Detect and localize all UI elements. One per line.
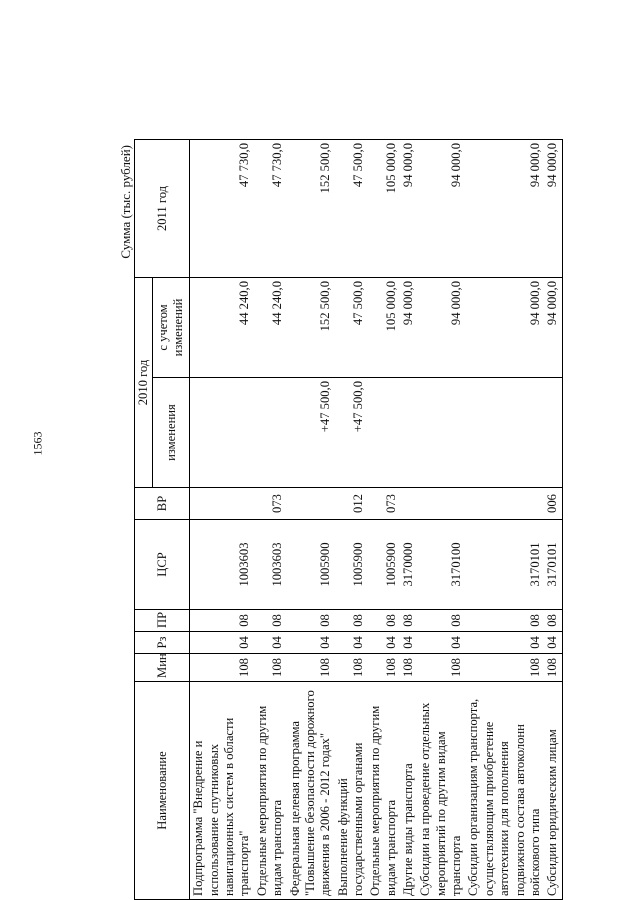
cell-name: Другие виды транспорта: [400, 682, 417, 900]
cell-pr: 08: [544, 610, 562, 632]
col-header-2011: 2011 год: [135, 140, 190, 278]
cell-csr: 3170101: [544, 520, 562, 610]
col-header-name: Наименование: [135, 682, 190, 900]
cell-csr: 3170000: [400, 520, 417, 610]
table-body: [190, 140, 562, 900]
cell-name: Федеральная целевая программа "Повышение безопасности дорожного движения в 2006 - 2012 годах": [287, 682, 335, 900]
cell-min: 108: [417, 654, 465, 682]
cell-pr: 08: [190, 610, 254, 632]
cell-vr: 006: [544, 488, 562, 520]
cell-pr: 08: [465, 610, 544, 632]
cell-with-changes: 94 000,0: [417, 278, 465, 378]
budget-table-region: [100, 140, 620, 900]
cell-name: Субсидии юридическим лицам: [544, 682, 562, 900]
cell-2011: 94 000,0: [400, 140, 417, 278]
cell-csr: 1003603: [190, 520, 254, 610]
cell-changes: [190, 378, 254, 488]
cell-rz: 04: [254, 632, 287, 654]
table-row: [367, 140, 400, 900]
cell-with-changes: 105 000,0: [367, 278, 400, 378]
cell-pr: 08: [400, 610, 417, 632]
col-header-csr: ЦСР: [135, 520, 190, 610]
cell-pr: 08: [287, 610, 335, 632]
cell-rz: 04: [335, 632, 368, 654]
table-row: [544, 140, 562, 900]
cell-changes: [254, 378, 287, 488]
cell-with-changes: 94 000,0: [465, 278, 544, 378]
cell-min: 108: [465, 654, 544, 682]
cell-vr: 073: [254, 488, 287, 520]
cell-name: Выполнение функций государственными органами: [335, 682, 368, 900]
cell-rz: 04: [544, 632, 562, 654]
cell-2011: 47 500,0: [335, 140, 368, 278]
cell-csr: 3170100: [417, 520, 465, 610]
cell-changes: [367, 378, 400, 488]
cell-min: 108: [190, 654, 254, 682]
budget-table: [134, 139, 563, 900]
cell-rz: 04: [417, 632, 465, 654]
cell-rz: 04: [190, 632, 254, 654]
table-row: [287, 140, 335, 900]
cell-name: Субсидии организациям транспорта, осуществляющим приобретение автотехники для пополнения подвижного состава автоколонн войскового типа: [465, 682, 544, 900]
cell-csr: 3170101: [465, 520, 544, 610]
sum-caption: Сумма (тыс. рублей): [118, 145, 133, 259]
cell-csr: 1005900: [287, 520, 335, 610]
cell-rz: 04: [367, 632, 400, 654]
cell-2011: 94 000,0: [417, 140, 465, 278]
cell-2011: 94 000,0: [544, 140, 562, 278]
cell-pr: 08: [335, 610, 368, 632]
cell-2011: 94 000,0: [465, 140, 544, 278]
cell-with-changes: 94 000,0: [544, 278, 562, 378]
cell-name: Отдельные мероприятия по другим видам транспорта: [254, 682, 287, 900]
cell-changes: +47 500,0: [287, 378, 335, 488]
table-row: [400, 140, 417, 900]
cell-2011: 47 730,0: [254, 140, 287, 278]
table-row: [335, 140, 368, 900]
table-row: [465, 140, 544, 900]
cell-with-changes: 47 500,0: [335, 278, 368, 378]
cell-pr: 08: [417, 610, 465, 632]
cell-rz: 04: [287, 632, 335, 654]
col-header-rz: Рз: [135, 632, 190, 654]
cell-min: 108: [254, 654, 287, 682]
col-header-vr: ВР: [135, 488, 190, 520]
cell-min: 108: [287, 654, 335, 682]
cell-min: 108: [367, 654, 400, 682]
cell-min: 108: [544, 654, 562, 682]
cell-rz: 04: [465, 632, 544, 654]
cell-2011: 47 730,0: [190, 140, 254, 278]
cell-vr: [400, 488, 417, 520]
col-header-changes: изменения: [153, 378, 190, 488]
cell-pr: 08: [367, 610, 400, 632]
cell-name: Отдельные мероприятия по другим видам транспорта: [367, 682, 400, 900]
cell-2011: 105 000,0: [367, 140, 400, 278]
col-header-with-changes: с учетом изменений: [153, 278, 190, 378]
cell-min: 108: [400, 654, 417, 682]
col-header-pr: ПР: [135, 610, 190, 632]
cell-changes: +47 500,0: [335, 378, 368, 488]
cell-vr: [190, 488, 254, 520]
cell-pr: 08: [254, 610, 287, 632]
cell-csr: 1005900: [367, 520, 400, 610]
cell-with-changes: 152 500,0: [287, 278, 335, 378]
page-number: 1563: [30, 431, 45, 456]
cell-vr: [417, 488, 465, 520]
cell-changes: [544, 378, 562, 488]
cell-rz: 04: [400, 632, 417, 654]
table-row: [254, 140, 287, 900]
cell-name: Подпрограмма "Внедрение и использование спутниковых навигационных систем в области транспорта": [190, 682, 254, 900]
cell-changes: [417, 378, 465, 488]
col-header-2010: 2010 год: [135, 278, 153, 488]
cell-name: Субсидии на проведение отдельных мероприятий по другим видам транспорта: [417, 682, 465, 900]
cell-changes: [465, 378, 544, 488]
cell-vr: 073: [367, 488, 400, 520]
cell-with-changes: 44 240,0: [190, 278, 254, 378]
cell-vr: [287, 488, 335, 520]
cell-with-changes: 94 000,0: [400, 278, 417, 378]
table-row: [417, 140, 465, 900]
cell-2011: 152 500,0: [287, 140, 335, 278]
cell-vr: 012: [335, 488, 368, 520]
cell-csr: 1005900: [335, 520, 368, 610]
table-row: [190, 140, 254, 900]
col-header-min: Мин: [135, 654, 190, 682]
cell-csr: 1003603: [254, 520, 287, 610]
cell-with-changes: 44 240,0: [254, 278, 287, 378]
cell-min: 108: [335, 654, 368, 682]
cell-vr: [465, 488, 544, 520]
cell-changes: [400, 378, 417, 488]
